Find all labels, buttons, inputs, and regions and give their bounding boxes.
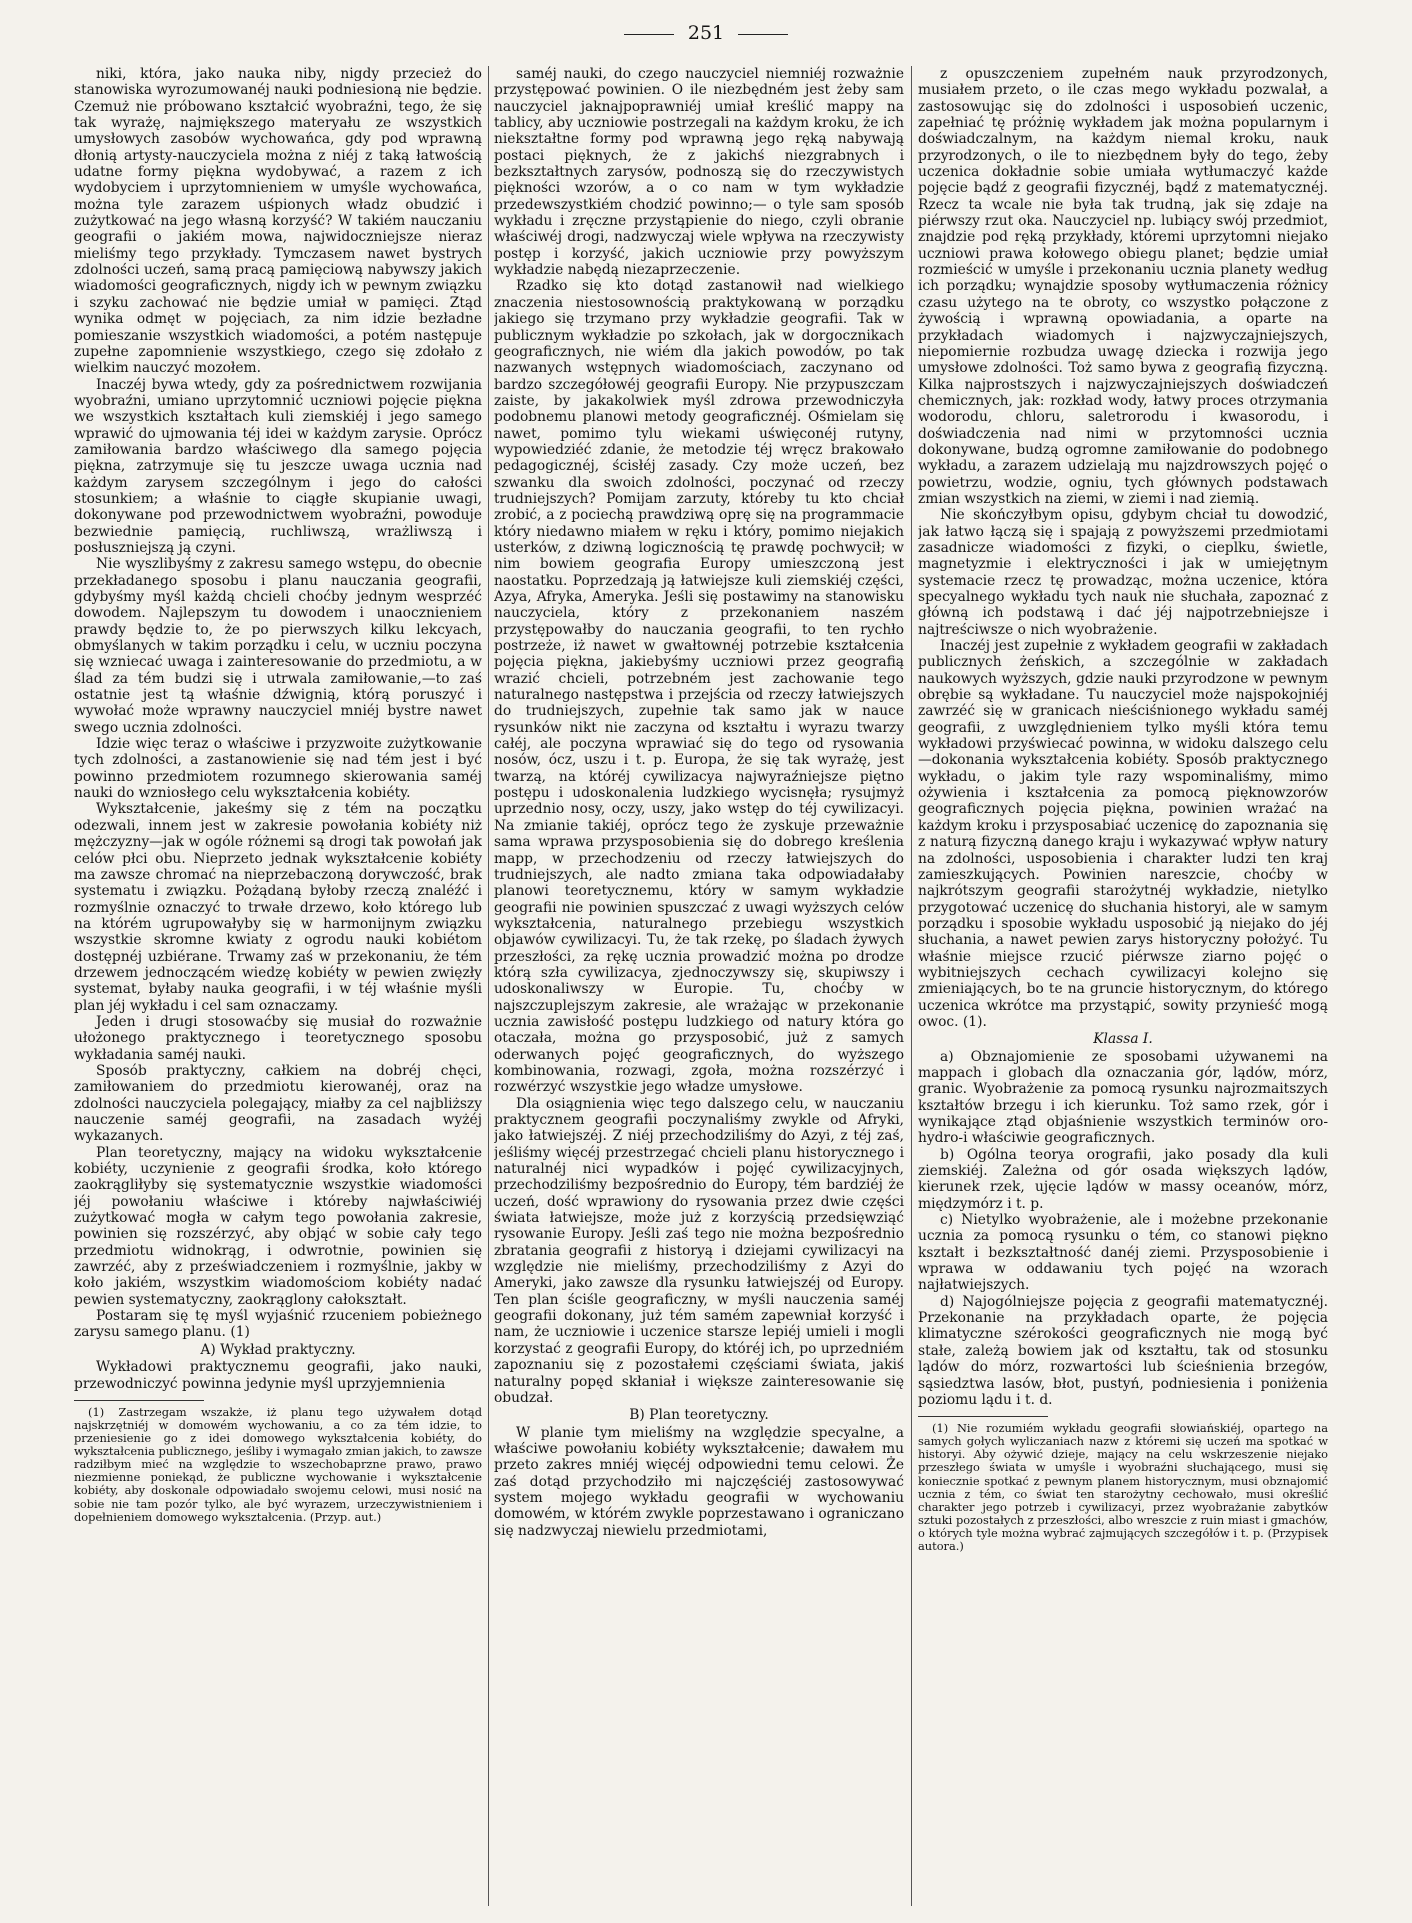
section-heading: A) Wykład praktyczny. (200, 1341, 356, 1358)
paragraph: c) Nietylko wyobrażenie, ale i możebne przekonanie ucznia za pomocą rysunku o tém, co stanowi piękno kształt i bezkształtność danéj ziemi. Przysposobienie i wprawa w oddawaniu tych pojęć na wzorach najłatwiejszych. (918, 1212, 1328, 1294)
paragraph: Nie wyszlibyśmy z zakresu samego wstępu, do obecnie przekładanego sposobu i planu nauczania geografii, gdybyśmy myśl każdą chcieli choćby jednym wesprzéć dowodem. Najlepszym tu dowodem i unaocznieniem prawdy będzie to, że po pierwszych kilku lekcyach, obmyślanych w takim porządku i celu, w uczniu poczyna się wzniecać uwaga i zainteresowanie do przedmiotu, a w ślad za tém budzi się i utrwala zamiłowanie,—to zaś ostatnie jest tą właśnie dźwignią, którą poruszyć i wywołać może wprawny nauczyciel mniéj bystre nawet swego ucznia zdolności. (74, 556, 482, 736)
footnote: (1) Zastrzegam wszakże, iż planu tego używałem dotąd najskrzętniéj w domowém wychowaniu, a co za tém idzie, to przeniesienie go z idei domowego wykształcenia kobiéty, do wykształcenia publicznego, jeśliby i wymagało zmian jakich, to zawsze radziłbym mieć na względzie to wszechobaprzne prawo, prawo niezmienne poniekąd, że publiczne wychowanie i wykształcenie kobiéty, aby doskonale odpowiadało swojemu celowi, musi nosić na sobie nie tam pozór tylko, ale być wyrazem, urzeczywistnieniem i dopełnieniem domowego wykształcenia. (Przyp. aut.) (74, 1404, 482, 1524)
header-rule-left (624, 34, 674, 35)
paragraph: Postaram się tę myśl wyjaśnić rzuceniem pobieżnego zarysu samego planu. (1) (74, 1308, 482, 1341)
text-column-2 (494, 66, 904, 1906)
text-column-1 (74, 66, 482, 1906)
paragraph: Rzadko się kto dotąd zastanowił nad wielkiego znaczenia niestosownością praktykowaną w porządku jakiego się trzymano przy wykładzie geografii. Tak w publicznym wykładzie po szkołach, jak w dorgocznikach geograficznych, nie wiém dla jakich powodów, po tak nazwanych wstępnych wiadomościach, zaczynano od bardzo szczegółowéj geografii Europy. Nie przypuszczam zaiste, by jakakolwiek myśl zdrowa przewodniczyła podobnemu planowi metody geograficznéj. Ośmielam się nawet, pomimo tylu wiekami uświęconéj rutyny, wypowiedziéć zdanie, że metodzie téj wręcz brakowało pedagogicznéj, ścisłéj zasady. Czy może uczeń, bez szwanku dla swoich zdolności, poczynać od rzeczy trudniejszych? Pomijam zarzuty, któreby tu kto chciał zrobić, a z pociechą prawdziwą oprę się na programmacie który niedawno miałem w ręku i który, pomimo niejakich usterków, z dziwną logicznością tę prawdę pochwycił; w nim bowiem geografia Europy umieszczoną jest naostatku. Poprzedzają ją łatwiejsze kuli ziemskiéj części, Azya, Afryka, Ameryka. Jeśli się postawimy na stanowisku nauczyciela, który z przekonaniem naszém przystępowałby do nauczania geografii, to ten rychło postrzeże, iż nawet w gwałtownéj potrzebie kształcenia pojęcia piękna, jakiebyśmy uczniowi przez geografią wrazić chcieli, potrzebném jest zachowanie tego naturalnego następstwa i przejścia od rzeczy łatwiejszych do trudniejszych, zupełnie tak samo jak w nauce rysunków nikt nie zaczyna od kształtu i wyrazu twarzy całéj, ale poczyna wprawiać się do tego od rysowania nosów, ócz, uszu i t. p. Europa, że się tak wyrażę, jest twarzą, na któréj cywilizacya najwyraźniejsze piętno postępu i udoskonalenia ludzkiego wycisnęła; rysujmyż uprzednio nosy, oczy, uszy, jako wstęp do téj cywilizacyi. Na zmianie takiéj, oprócz tego że zyskuje przeważnie sama wprawa przysposobienia się do dobrego kreślenia mapp, w przechodzeniu od rzeczy łatwiejszych do trudniejszych, ale nadto zmiana taka odpowiadałaby planowi teoretycznemu, który w samym wykładzie geografii nie powinien spuszczać z uwagi wyższych celów wykształcenia, naturalnego przebiegu wszystkich objawów cywilizacyi. Tu, że tak rzekę, po śladach żywych przeszłości, za rękę ucznia prowadzić można po drodze którą szła cywilizacya, zjednoczywszy się, skupiwszy i udoskonaliwszy w Europie. Tu, choćby w najszczuplejszym zakresie, ale wrażając w przekonanie ucznia zawisłość postępu ludzkiego od natury która go otaczała, można go przysposobić, już z samych oderwanych pojęć geograficznych, do wyższego kombinowania, rozwagi, zgoła, można rozszérzyć i rozwérzyć wszystkie jego władze umysłowe. (494, 278, 904, 1096)
paragraph: niki, która, jako nauka niby, nigdy przecież do stanowiska wyrozumowanéj nauki podniesioną nie będzie. Czemuż nie próbowano kształcić wyobraźni, tego, że się tak wyrażę, najmiększego materyału ze wszystkich umysłowych zasobów wychowańca, gdy pod wprawną dłonią artysty-nauczyciela można z niéj z taką łatwością udatne formy piękna wydobywać, a razem z ich wydobyciem i uprzytomnieniem w umyśle wychowańca, można tyle zarazem uśpionych władz obudzić i zużytkować na jego własną korzyść? W takiém nauczaniu geografii o jakiém mowa, najwidoczniejsze nieraz mieliśmy tego przykłady. Tymczasem nawet bystrych zdolności uczeń, samą pracą pamięciową nabywszy jakich wiadomości geograficznych, nigdy ich w pewnym związku i szyku zachować nie będzie umiał w pamięci. Ztąd wynika odmęt w pojęciach, za nim idzie bezładne pomieszanie wszystkich wiadomości, a potém następuje zupełne zapomnienie wszystkiego, czego się zdołało z wielkim nauczyć mozołem. (74, 66, 482, 377)
section-heading: Klassa I. (1093, 1031, 1153, 1048)
column-divider-1 (488, 66, 489, 1906)
paragraph: Wykładowi praktycznemu geografii, jako nauki, przewodniczyć powinna jedynie myśl uprzyjemnienia (74, 1359, 482, 1392)
paragraph: Plan teoretyczny, mający na widoku wykształcenie kobiéty, uczynienie z geografii środka, koło którego zaokrągliłyby się systematycznie wszystkie wiadomości jéj powołaniu właściwe i któreby najwłaściwiéj zużytkować mogła w całym tego powołania zakresie, powinien się rozszérzyć, aby objąć w sobie cały tego przedmiotu widnokrąg, i odwrotnie, powinien się zawrzéć, aby z przeświadczeniem i rozmyślnie, jakby w koło jakiém, wszystkim wiadomościom kobiéty nadać pewien systematyczny, zaokrąglony całokształt. (74, 1144, 482, 1308)
paragraph: saméj nauki, do czego nauczyciel niemniéj rozważnie przystępować powinien. O ile niezbędném jest żeby sam nauczyciel jaknajpoprawniéj umiał kreślić mappy na tablicy, aby uczniowie postrzegali na każdym kroku, że ich niekształtne formy pod wprawną jego ręką nabywają postaci pięknych, że z jakichś niezgrabnych i bezkształtnych zarysów, podnoszą się do rzeczywistych piękności wzorów, a o co nam w tym wykładzie przedewszystkiém chodzić powinno;— o tyle sam sposób wykładu i zręczne przystąpienie do niego, czyli obranie właściwéj drogi, nadzwyczaj wiele wpływa na rzeczywisty postęp i korzyść, jakich uczniowie przy powyższym wykładzie nabędą niezaprzeczenie. (494, 66, 904, 279)
paragraph: Inaczéj jest zupełnie z wykładem geografii w zakładach publicznych żeńskich, a szczególnie w zakładach naukowych wyższych, gdzie nauki przyrodzone w pewnym obrębie są wykładane. Tu nauczyciel może najspokojniéj zawrzéć się w granicach nieściśnionego wykładu saméj geografii, z uwzględnieniem tylko myśli która temu wykładowi przyświecać powinna, w widoku dalszego celu—dokonania wykształcenia kobiéty. Sposób praktycznego wykładu, o jakim tyle razy wspominaliśmy, mimo ożywienia i kształcenia za pomocą pięknowzorów geograficznych pojęcia piękna, powinien wrażać na każdym kroku i przysposabiać uczenicę do zapoznania się z naturą fizyczną danego kraju i wykazywać wpływ natury na zdolności, usposobienia i charakter ludzi ten kraj zamieszkujących. Powinien nareszcie, choćby w najkrótszym geografii starożytnéj wykładzie, nietylko przygotować uczenicę do słuchania historyi, ale w samym porządku i sposobie wykładu usposobić ją niejako do jéj słuchania, a nawet pewien zarys historyczny położyć. Tu właśnie miejsce rzucić piérwsze ziarno pojęć o wybitniejszych cechach cywilizacyi kolejno się zmieniających, bo te na gruncie historycznym, do którego uczenica wkrótce ma przystąpić, sowity przynieść mogą owoc. (1). (918, 638, 1328, 1030)
footnote-rule (74, 1400, 204, 1401)
section-heading: B) Plan teoretyczny. (629, 1407, 769, 1424)
paragraph: a) Obznajomienie ze sposobami używanemi na mappach i globach dla oznaczania gór, lądów, mórz, granic. Wyobrażenie za pomocą rysunku najrozmaitszych kształtów brzegu i ich kierunku. Toż samo rzek, gór i wynikające ztąd objaśnienie wszystkich terminów oro-hydro-i właściwie geograficznych. (918, 1048, 1328, 1147)
page-number: 251 (687, 22, 725, 44)
paragraph: Nie skończyłbym opisu, gdybym chciał tu dowodzić, jak łatwo łączą się i spajają z powyższemi przedmiotami zasadnicze wiadomości z fizyki, o cieplku, świetle, magnetyzmie i elektryczności i jak w umiejętnym systemacie rzecz tę prowadząc, można uczenice, która specyalnego wykładu tych nauk nie słuchała, zapoznać z główną ich podstawą i dać jéj najpotrzebniejsze i najtreściwsze o nich wyobrażenie. (918, 507, 1328, 638)
paragraph: Inaczéj bywa wtedy, gdy za pośrednictwem rozwijania wyobraźni, umiano uprzytomnić uczniowi pojęcie piękna we wszystkich kształtach kuli ziemskiéj i jego samego wprawić do ujmowania téj idei w każdym zarysie. Oprócz zamiłowania bardzo właściwego dla samego pojęcia piękna, zatrzymuje się tu jeszcze uwaga ucznia nad każdym zarysem szczególnym i jego do całości stosunkiem; a właśnie to ciągłe skupianie uwagi, dokonywane pod przewodnictwem wyobraźni, powoduje bezwiednie pamięcią, ruchliwszą, wrażliwszą i posłuszniejszą ją czyni. (74, 376, 482, 556)
paragraph: Dla osiągnienia więc tego dalszego celu, w nauczaniu praktycznem geografii poczynaliśmy zwykle od Afryki, jako łatwiejszéj. Z niéj przechodziliśmy do Azyi, z téj zaś, jeśliśmy więcéj przestrzegać chcieli planu historycznego i naturalnéj nici wypadków i pojęć cywilizacyjnych, przechodziliśmy bezpośrednio do Europy, tém bardziéj że uczeń, dość wprawiony do rysowania przez dwie części świata łatwiejsze, może już z korzyścią przedsięwziąć rysowanie Europy. Jeśli zaś tego nie można bezpośrednio zbratania geografii z historyą i dziejami cywilizacyi na względzie nie mieliśmy, przechodziliśmy z Azyi do Ameryki, jako zawsze dla rysunku łatwiejszéj od Europy. Ten plan ściśle geograficzny, w myśli nauczenia saméj geografii dokonany, już tém samém zapewniał korzyść i nam, że uczniowie i uczenice starsze lepiéj umieli i mogli korzystać z geografii Europy, do któréj ich, po uprzedniém zapoznaniu się z pozostałemi częściami świata, jakiś naturalny popęd skłaniał i większe zainteresowanie się obudzał. (494, 1095, 904, 1406)
paragraph: Idzie więc teraz o właściwe i przyzwoite zużytkowanie tych zdolności, a zastanowienie się nad tém jest i być powinno przedmiotem rozumnego skierowania saméj nauki do wzniosłego celu wykształcenia kobiéty. (74, 736, 482, 802)
page-number-header (0, 22, 1412, 44)
footnote-rule (918, 1416, 1048, 1417)
footnote: (1) Nie rozumiém wykładu geografii słowiańskiéj, opartego na samych gołych wyliczaniach nazw z któremi się uczeń ma spotkać w historyi. Aby ożywić dzieje, mający na celu wskrzeszenie niejako przeszłego świata w umyśle i wyobraźni słuchającego, musi się koniecznie spotkać z pewnym planem historycznym, musi obznajomić ucznia z tém, co świat ten starożytny cechowało, musi określić charakter jego potrzeb i cywilizacyi, przez wyobrażanie zabytków sztuki pozostałych z przeszłości, albo wreszcie z ruin miast i gmachów, o których tyle można wybrać zajmujących szczegółów i t. p. (Przypisek autora.) (918, 1421, 1328, 1554)
paragraph: b) Ogólna teorya orografii, jako posady dla kuli ziemskiéj. Zależna od gór osada większych lądów, kierunek rzek, ujęcie lądów w massy oceanów, mórz, międzymórz i t. p. (918, 1146, 1328, 1212)
paragraph: d) Najogólniejsze pojęcia z geografii matematycznéj. Przekonanie na przykładach oparte, że pojęcia klimatyczne szérokości geograficznych nie mogą być stałe, zależą bowiem jak od kształtu, tak od stosunku lądów do mórz, rozwartości lub ścieśnienia brzegów, sąsiedztwa lasów, błot, pustyń, podniesienia i poniżenia poziomu lądu i t. d. (918, 1293, 1328, 1408)
header-rule-right (738, 34, 788, 35)
paragraph: Wykształcenie, jakeśmy się z tém na początku odezwali, innem jest w zakresie powołania kobiéty niż mężczyzny—jak w ogóle różnemi są drogi tak powołań jak celów płci obu. Nieprzeto jednak wykształcenie kobiéty ma zawsze chromać na nieprzebaczoną dorywczość, brak systematu i związku. Pożądaną byłoby rzeczą znaléźć i rozmyślnie oznaczyć to trwałe drzewo, koło którego lub na którém ugrupowałyby się w harmonijnym związku wszystkie skromne kwiaty z ogrodu nauki kobiétom dostępnéj uzbiérane. Trwamy zaś w przekonaniu, że tém drzewem jednoczącém wiedzę kobiéty w pewien zwięzły systemat, byłaby nauka geografii, i w téj właśnie myśli plan jéj wykładu i cel sam oznaczamy. (74, 801, 482, 1014)
paragraph: W planie tym mieliśmy na względzie specyalne, a właściwe powołaniu kobiéty wykształcenie; dawałem mu przeto zakres mniéj więcéj odpowiedni temu celowi. Że zaś dotąd przychodziło mi najczęściéj zastosowywać system mojego wykładu geografii w wychowaniu domowém, w którém zwykle poprzestawano i ograniczano się nadzwyczaj niewielu przedmiotami, (494, 1424, 904, 1539)
paragraph: z opuszczeniem zupełném nauk przyrodzonych, musiałem przeto, o ile czas mego wykładu pozwalał, a zastosowując się do zdolności i usposobień uczenic, zapełniać tę próżnię wykładem jak można popularnym i doświadczalnym, na każdym niemal kroku, nauk przyrodzonych, o ile to niezbędnem były do tego, żeby uczenica dokładnie sobie umiała wytłumaczyć każde pojęcie bądź z geografii fizycznéj, bądź z matematycznéj. Rzecz ta wcale nie była tak trudną, jak się zdaje na piérwszy rzut oka. Nauczyciel np. lubiący swój przedmiot, znajdzie pod ręką przykłady, któremi uprzytomni niejako uczniowi prawa kołowego obiegu planet; będzie umiał rozmieścić w umyśle i przekonaniu ucznia planety według ich porządku; wynajdzie sposoby wytłumaczenia różnicy czasu użytego na te obroty, co wszystko połączone z żywością i wprawną opowiadania, a oparte na przykładach wiadomych i najzwyczajniejszych, niepomiernie rozbudza uwagę dziecka i rozwija jego umysłowe zdolności. Toż samo bywa z geografią fizyczną. Kilka najprostszych i najzwyczajniejszych doświadczeń chemicznych, jak: rozkład wody, łatwy proces otrzymania wodorodu, chloru, saletrorodu i kwasorodu, i doświadczenia nad nimi w przytomności ucznia dokonywane, budzą ogromne zamiłowanie do podobnego wykładu, a zarazem udzielają mu najzdrowszych pojęć o powietrzu, wodzie, ogniu, tych głównych podstawach zmian wszystkich na ziemi, w ziemi i nad ziemią. (918, 66, 1328, 507)
paragraph: Jeden i drugi stosowaćby się musiał do rozważnie ułożonego praktycznego i teoretycznego sposobu wykładania saméj nauki. (74, 1013, 482, 1063)
text-column-3 (918, 66, 1328, 1906)
column-divider-2 (911, 66, 912, 1906)
paragraph: Sposób praktyczny, całkiem na dobréj chęci, zamiłowaniem do przedmiotu kierowanéj, oraz na zdolności nauczyciela polegający, miałby za cel najbliższy nauczenie saméj geografii, na zasadach wyżéj wykazanych. (74, 1062, 482, 1145)
